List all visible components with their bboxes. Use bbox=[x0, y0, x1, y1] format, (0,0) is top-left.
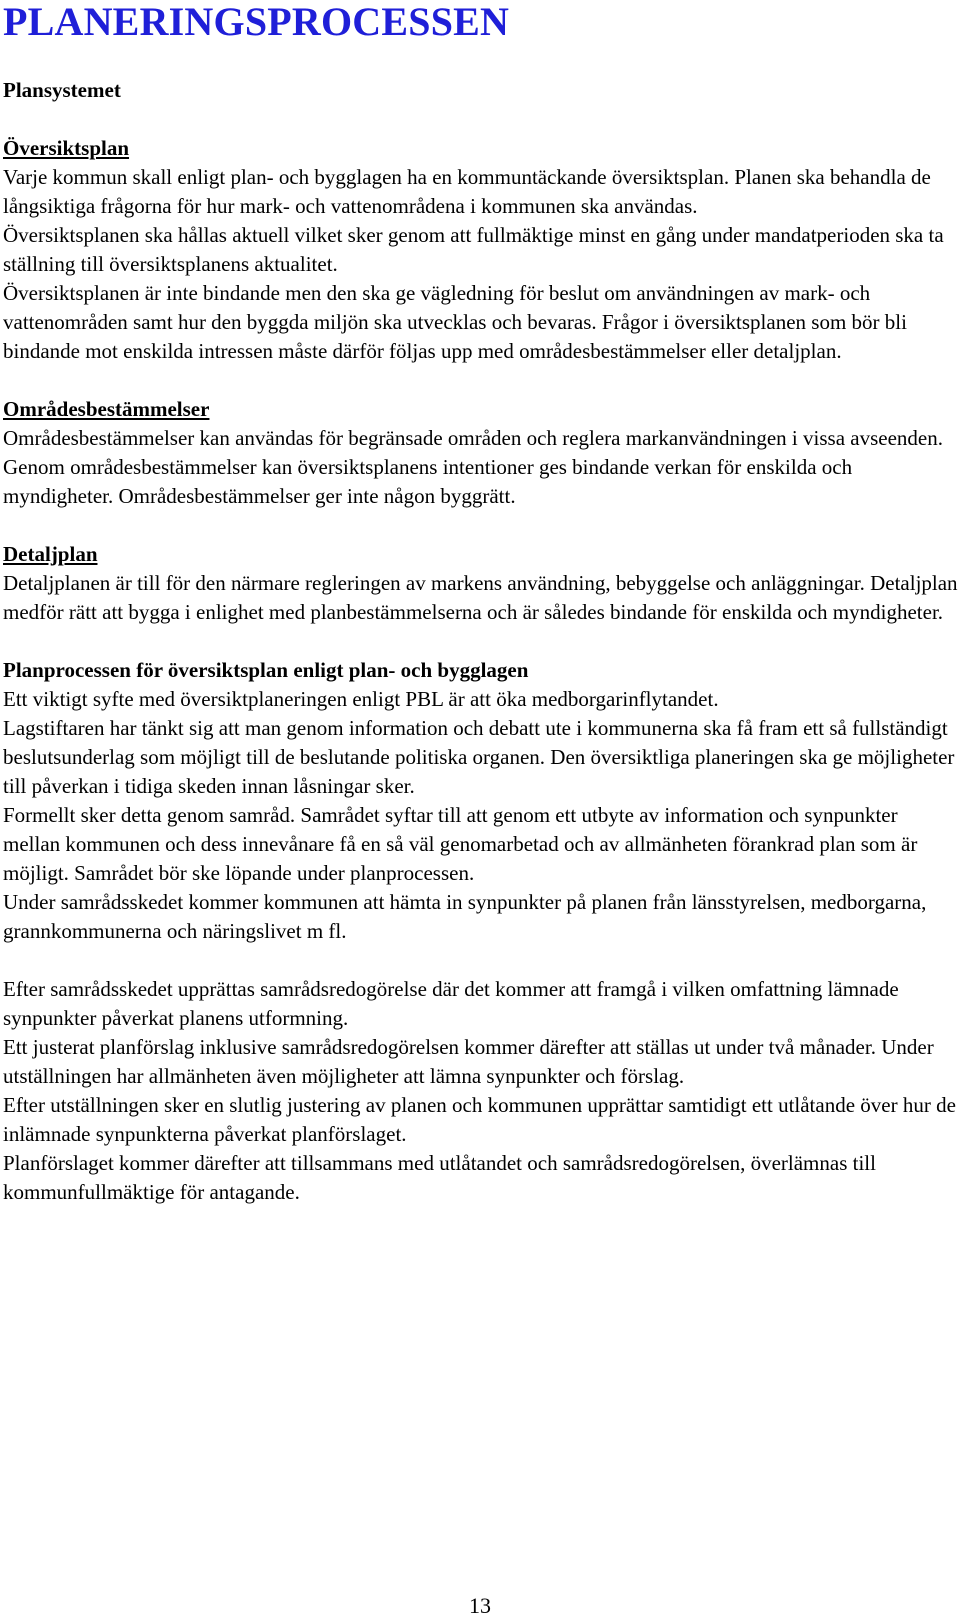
subsection-heading-oversiktsplan: Översiktsplan bbox=[3, 136, 130, 160]
page-title: PLANERINGSPROCESSEN bbox=[3, 0, 510, 44]
spacer bbox=[3, 105, 958, 134]
paragraph: Varje kommun skall enligt plan- och bygglagen ha en kommuntäckande översiktsplan. Planen ska behandla de långsiktiga frågorna för hur mark- och vattenområdena i kommunen ska användas. bbox=[3, 165, 931, 218]
paragraph: Översiktsplanen ska hållas aktuell vilket sker genom att fullmäktige minst en gång under mandatperioden ska ta ställning till översiktsplanens aktualitet. bbox=[3, 223, 944, 276]
subsection-heading-omradesbestammelser: Områdesbestämmelser bbox=[3, 397, 210, 421]
spacer bbox=[3, 946, 958, 975]
paragraph: Planförslaget kommer därefter att tillsammans med utlåtandet och samrådsredogörelsen, överlämnas till kommunfullmäktige för antagande. bbox=[3, 1151, 876, 1204]
paragraph: Formellt sker detta genom samråd. Samrådet syftar till att genom ett utbyte av information och synpunkter mellan kommunen och dess innevånare få en så väl genomarbetad och av allmänheten förankrad plan som är möjligt. Samrådet bör ske löpande under planprocessen. bbox=[3, 803, 918, 885]
subsection-oversiktsplan bbox=[3, 134, 958, 366]
paragraph: Under samrådsskedet kommer kommunen att hämta in synpunkter på planen från länsstyrelsen, medborgarna, grannkommunerna och näringslivet m fl. bbox=[3, 890, 927, 943]
document-page bbox=[3, 0, 958, 1207]
spacer bbox=[3, 627, 958, 656]
section-heading-planprocessen: Planprocessen för översiktsplan enligt plan- och bygglagen bbox=[3, 658, 529, 682]
paragraph: Områdesbestämmelser kan användas för begränsade områden och reglera markanvändningen i vissa avseenden. Genom områdesbestämmelser kan översiktsplanens intentioner ges bindande verkan för enskilda och myndigheter. Områdesbestämmelser ger inte någon byggrätt. bbox=[3, 426, 943, 508]
paragraph: Översiktsplanen är inte bindande men den ska ge vägledning för beslut om användningen av mark- och vattenområden samt hur den byggda miljön ska utvecklas och bevaras. Frågor i översiktsplanen som bör bli bindande mot enskilda intressen måste därför följas upp med områdesbestämmelser eller detaljplan. bbox=[3, 281, 907, 363]
paragraph: Ett viktigt syfte med översiktplaneringen enligt PBL är att öka medborgarinflytandet. bbox=[3, 687, 719, 711]
paragraph: Ett justerat planförslag inklusive samrådsredogörelsen kommer därefter att ställas ut under två månader. Under utställningen har allmänheten även möjligheter att lämna synpunkter och förslag. bbox=[3, 1035, 934, 1088]
paragraph: Detaljplanen är till för den närmare regleringen av markens användning, bebyggelse och anläggningar. Detaljplan medför rätt att bygga i enlighet med planbestämmelserna och är således bindande för enskilda och myndigheter. bbox=[3, 571, 958, 624]
section-heading-plansystemet: Plansystemet bbox=[3, 78, 121, 102]
paragraph: Efter samrådsskedet upprättas samrådsredogörelse där det kommer att framgå i vilken omfattning lämnade synpunkter påverkat planens utformning. bbox=[3, 977, 899, 1030]
spacer bbox=[3, 366, 958, 395]
subsection-detaljplan bbox=[3, 540, 958, 627]
page-number: 13 bbox=[469, 1593, 491, 1618]
paragraph: Lagstiftaren har tänkt sig att man genom information och debatt ute i kommunerna ska få fram ett så fullständigt beslutsunderlag som möjligt till de beslutande politiska organen. Den översiktliga planeringen ska ge möjligheter till påverkan i tidiga skeden innan låsningar sker. bbox=[3, 716, 955, 798]
subsection-omradesbestammelser bbox=[3, 395, 958, 511]
paragraph: Efter utställningen sker en slutlig justering av planen och kommunen upprättar samtidigt ett utlåtande över hur de inlämnade synpunkterna påverkat planförslaget. bbox=[3, 1093, 956, 1146]
subsection-heading-detaljplan: Detaljplan bbox=[3, 542, 98, 566]
spacer bbox=[3, 511, 958, 540]
spacer bbox=[3, 44, 958, 76]
section-planprocessen bbox=[3, 656, 958, 1207]
